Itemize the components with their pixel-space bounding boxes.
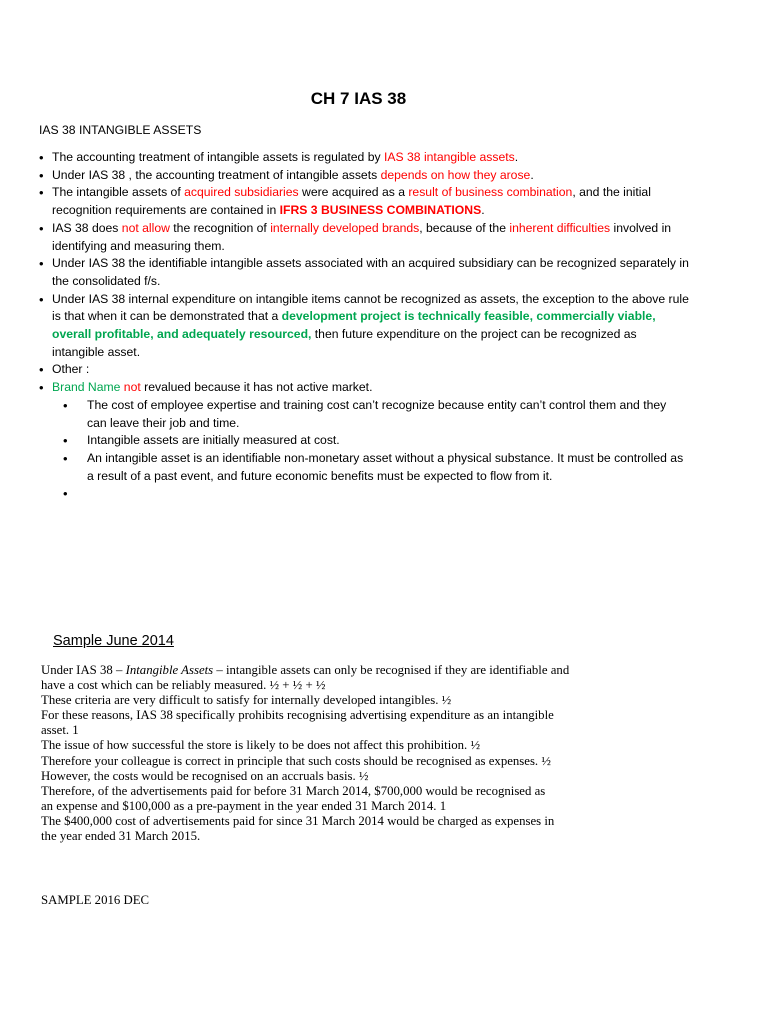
sample-answer xyxy=(41,663,641,844)
bullet-text: Under IAS 38 internal expenditure on intangible items cannot be recognized as assets, the exception to the above rule is that when it can be demonstrated that a xyxy=(52,291,689,324)
sub-bullet-item: • Intangible assets are initially measured at cost. xyxy=(52,432,689,450)
sample-line: The $400,000 cost of advertisements paid for since 31 March 2014 would be charged as expenses in xyxy=(41,813,555,828)
bullet-text: Other : xyxy=(52,362,90,377)
sample-line: These criteria are very difficult to satisfy for internally developed intangibles. ½ xyxy=(41,693,452,708)
bullet-text: The accounting treatment of intangible assets is regulated by xyxy=(52,150,384,164)
bullet-text: , because of the xyxy=(419,220,510,235)
bullet-text: involved in identifying and measuring them. xyxy=(52,220,672,253)
bullet-text: were acquired as a xyxy=(298,185,409,200)
bullet-text: . xyxy=(530,167,534,182)
bullet-text: revalued because it has not active market. xyxy=(140,380,373,395)
bullet-text: the recognition of xyxy=(169,220,271,235)
sample-text: – intangible assets can only be recognised if they are identifiable and xyxy=(213,663,570,677)
sample-line xyxy=(41,663,641,678)
bullet-item xyxy=(39,361,689,379)
page-title: CH 7 IAS 38 xyxy=(310,89,407,108)
sample-2016-heading: SAMPLE 2016 DEC xyxy=(41,893,150,907)
bullet-item xyxy=(39,220,689,255)
bullet-text: Under IAS 38 , the accounting treatment of intangible assets xyxy=(52,167,381,182)
red-highlight: acquired subsidiaries xyxy=(184,185,299,200)
red-highlight: IFRS 3 BUSINESS COMBINATIONS xyxy=(279,203,482,218)
bullet-item xyxy=(39,149,689,167)
sub-bullet-item: • An intangible asset is an identifiable non-monetary asset without a physical substance. It must be controlled as a result of a past event, and future economic benefits must be expected to flow from it. xyxy=(52,450,689,485)
sub-bullet-list xyxy=(52,397,689,503)
sample-line: However, the costs would be recognised on an accruals basis. ½ xyxy=(41,768,369,783)
bullet-item xyxy=(39,379,689,503)
sample-line: Therefore your colleague is correct in principle that such costs should be recognised as expenses. ½ xyxy=(41,753,551,768)
bullet-text: . xyxy=(481,203,485,218)
bullet-item xyxy=(39,255,689,290)
sample-heading: Sample June 2014 xyxy=(53,633,174,649)
red-highlight: depends on how they arose xyxy=(380,167,531,182)
bullet-item xyxy=(39,291,689,362)
bullet-text: , and the initial recognition requirements are contained in xyxy=(52,185,651,218)
red-highlight: IAS 38 intangible assets xyxy=(383,150,515,164)
bullet-item xyxy=(39,167,689,185)
sub-bullet-item: • The cost of employee expertise and training cost can’t recognize because entity can’t control them and they can leave their job and time. xyxy=(52,397,689,432)
sample-line: have a cost which can be reliably measured. ½ + ½ + ½ xyxy=(41,678,326,693)
red-highlight: not xyxy=(120,380,141,395)
sample-line: The issue of how successful the store is likely to be does not affect this prohibition. ½ xyxy=(41,738,481,753)
red-highlight: inherent difficulties xyxy=(509,220,611,235)
bullet-list xyxy=(39,149,689,503)
sub-bullet-item xyxy=(52,485,689,503)
bullet-text: The intangible assets of xyxy=(52,185,185,200)
sample-line: For these reasons, IAS 38 specifically prohibits recognising advertising expenditure as an intangible xyxy=(41,708,554,723)
bullet-text: . xyxy=(514,150,519,164)
bullet-text: Under IAS 38 the identifiable intangible assets associated with an acquired subsidiary can be recognized separately in the consolidated f/s. xyxy=(52,256,689,288)
red-highlight: internally developed brands xyxy=(270,220,420,235)
sample-line: asset. 1 xyxy=(41,723,79,738)
bullet-text: then future expenditure on the project can be recognized as intangible asset. xyxy=(52,327,637,359)
sample-line: an expense and $100,000 as a pre-payment in the year ended 31 March 2014. 1 xyxy=(41,798,447,813)
green-highlight: development project is technically feasible, commercially viable, overall profitable, and adequately resourced, xyxy=(52,309,656,342)
red-highlight: result of business combination xyxy=(408,185,573,200)
sample-line: the year ended 31 March 2015. xyxy=(41,829,201,844)
sample-line: Therefore, of the advertisements paid for before 31 March 2014, $700,000 would be recognised as xyxy=(41,783,546,798)
red-highlight: not allow xyxy=(121,220,170,235)
sample-text: Under IAS 38 – xyxy=(41,663,126,677)
bullet-item xyxy=(39,184,689,219)
bullet-text: IAS 38 does xyxy=(52,220,122,235)
section-subheading: IAS 38 INTANGIBLE ASSETS xyxy=(39,123,202,137)
green-highlight: Brand Name xyxy=(52,380,121,395)
sample-italic: Intangible Assets xyxy=(125,663,214,677)
